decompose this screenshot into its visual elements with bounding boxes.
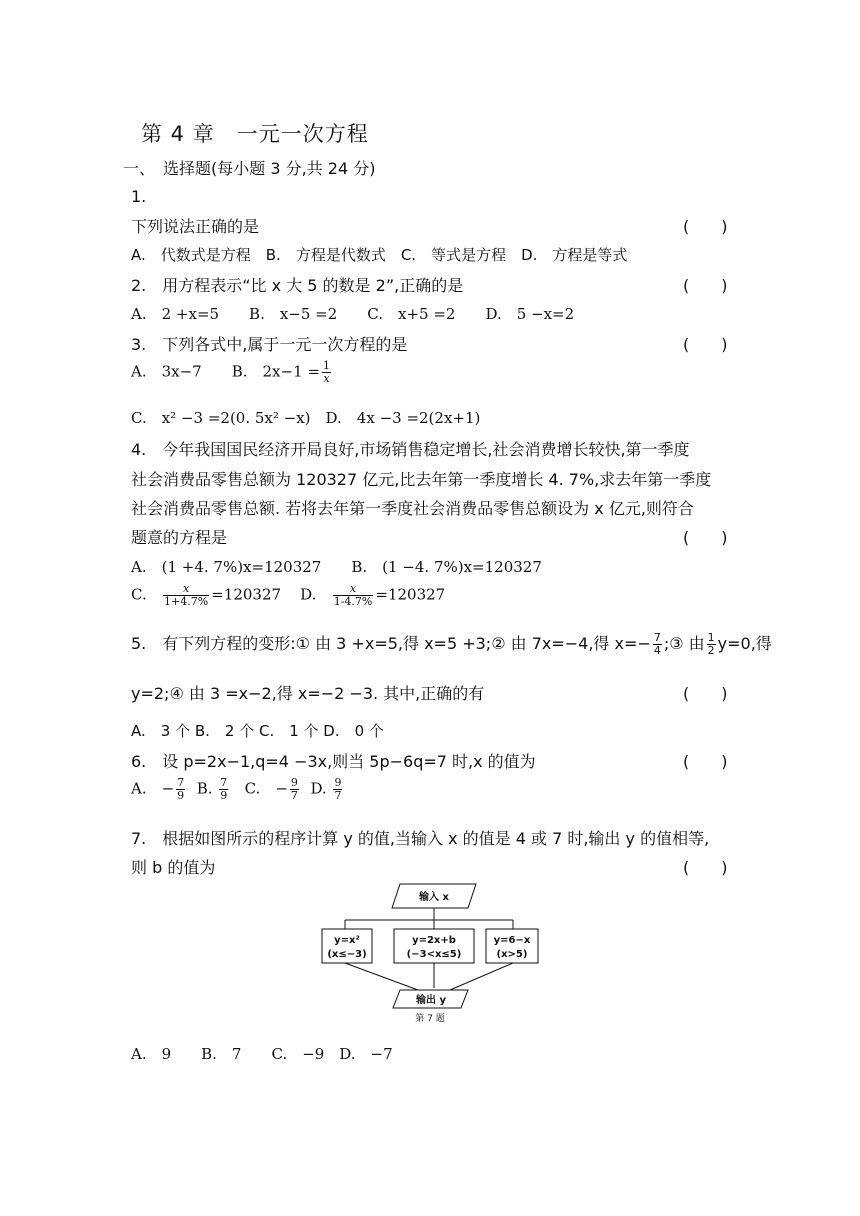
program-flowchart (318, 882, 540, 1024)
q5-options: A. 3 个 B. 2 个 C. 1 个 D. 0 个 (131, 722, 384, 740)
fraction-denominator: 1-4.7% (333, 595, 373, 608)
q2-stem: 2. 用方程表示“比 x 大 5 的数是 2”,正确的是 (131, 276, 464, 295)
q4-line-2: 社会消费品零售总额为 120327 亿元,比去年第一季度增长 4. 7%,求去年第一季度 (131, 470, 712, 489)
box-3-condition: (x>5) (496, 949, 528, 960)
q7-options: A. 9 B. 7 C. −9 D. −7 (131, 1045, 393, 1063)
fraction-denominator: 9 (220, 789, 228, 802)
q5-fraction-1 (653, 632, 662, 657)
q4-option-c-rhs: =120327 (211, 585, 282, 604)
q4-line-4: 题意的方程是 (131, 528, 228, 547)
q5-line-1-b: ;③ 由 (663, 634, 705, 653)
q3-options-cd: C. x² −3 =2(0. 5x² −x) D. 4x −3 =2(2x+1) (131, 409, 481, 427)
q6-option-a-fraction (176, 777, 185, 802)
box-1-condition: (x≤−3) (327, 949, 367, 960)
merge-left (345, 963, 418, 990)
q2-options: A. 2 +x=5 B. x−5 =2 C. x+5 =2 D. 5 −x=2 (131, 305, 575, 323)
fraction-numerator: 7 (653, 631, 661, 644)
q7-line-1: 7. 根据如图所示的程序计算 y 的值,当输入 x 的值是 4 或 7 时,输出 y 的值相等, (131, 829, 710, 848)
q1-options: A. 代数式是方程 B. 方程是代数式 C. 等式是方程 D. 方程是等式 (131, 246, 628, 264)
q6-option-c-label: C. − (244, 779, 288, 798)
q6-option-b-label: B. (196, 779, 213, 798)
q7-line-2: 则 b 的值为 (131, 858, 216, 877)
q6-answer-blank: ( ) (683, 752, 728, 771)
q2-answer-blank: ( ) (683, 276, 728, 295)
q6-options (131, 777, 344, 802)
q3-options-ab (131, 360, 333, 385)
q5-line-2: y=2;④ 由 3 =x−2,得 x=−2 −3. 其中,正确的有 (131, 684, 485, 703)
q4-answer-blank: ( ) (683, 528, 728, 547)
q5-line-1-a: 5. 有下列方程的变形:① 由 3 +x=5,得 x=5 +3;② 由 7x=−4,得 x=− (131, 634, 651, 653)
fraction-denominator: 9 (177, 789, 185, 802)
q6-option-a-label: A. − (131, 779, 175, 798)
output-label: 输出 y (416, 995, 446, 1006)
fraction-numerator: x (333, 583, 374, 596)
q6-option-c-fraction (290, 777, 299, 802)
q4-option-d-rhs: =120327 (375, 585, 446, 604)
q3-options-ab-text: A. 3x−7 B. 2x−1 = (131, 362, 320, 381)
q4-options-cd (131, 583, 445, 608)
fraction-numerator: x (163, 583, 209, 596)
fraction-denominator: 1+4.7% (164, 595, 209, 608)
q4-option-c-label: C. (131, 585, 147, 604)
fraction-numerator: 1 (707, 631, 715, 644)
box-1-formula: y=x² (334, 935, 360, 946)
fraction-denominator: 2 (707, 644, 715, 657)
q4-line-3: 社会消费品零售总额. 若将去年第一季度社会消费品零售总额设为 x 亿元,则符合 (131, 499, 694, 518)
q5-fraction-2 (707, 632, 716, 657)
q6-option-d-label: D. (310, 779, 327, 798)
q6-option-d-fraction (333, 777, 342, 802)
fraction-denominator: x (323, 372, 330, 385)
box-2-condition: (−3<x≤5) (406, 949, 462, 960)
fraction-numerator: 7 (177, 776, 185, 789)
fraction-numerator: 9 (290, 776, 298, 789)
q4-line-1: 4. 今年我国国民经济开局良好,市场销售稳定增长,社会消费增长较快,第一季度 (131, 440, 690, 459)
q3-stem: 3. 下列各式中,属于一元一次方程的是 (131, 335, 408, 354)
input-label: 输入 x (419, 892, 449, 903)
q4-option-d-label: D. (300, 585, 317, 604)
fraction-numerator: 9 (334, 776, 342, 789)
box-3-formula: y=6−x (493, 935, 531, 946)
fraction-denominator: 7 (290, 789, 298, 802)
q6-stem: 6. 设 p=2x−1,q=4 −3x,则当 5p−6q=7 时,x 的值为 (131, 752, 536, 771)
fraction-denominator: 7 (334, 789, 342, 802)
q1-stem: 下列说法正确的是 (131, 217, 260, 236)
chapter-title: 第 4 章 一元一次方程 (141, 122, 369, 146)
q5-line-1-c: y=0,得 (717, 634, 772, 653)
merge-right (450, 963, 513, 990)
q7-answer-blank: ( ) (683, 858, 728, 877)
q5-answer-blank: ( ) (683, 684, 728, 703)
q5-line-1 (131, 631, 772, 657)
box-2-formula: y=2x+b (412, 935, 456, 946)
q6-option-b-fraction (219, 777, 228, 802)
q3-fraction (322, 360, 331, 385)
figure-caption: 第 7 题 (415, 1014, 445, 1024)
q1-answer-blank: ( ) (683, 217, 728, 236)
fraction-numerator: 1 (322, 359, 330, 372)
section-heading: 一、 选择题(每小题 3 分,共 24 分) (123, 159, 376, 178)
q4-option-d-fraction (333, 583, 374, 608)
fraction-denominator: 4 (653, 644, 661, 657)
q1-number: 1. (131, 187, 147, 206)
q4-option-c-fraction (163, 583, 209, 608)
q4-options-ab: A. (1 +4. 7%)x=120327 B. (1 −4. 7%)x=120327 (131, 558, 542, 576)
q3-answer-blank: ( ) (683, 335, 728, 354)
fraction-numerator: 7 (220, 776, 228, 789)
